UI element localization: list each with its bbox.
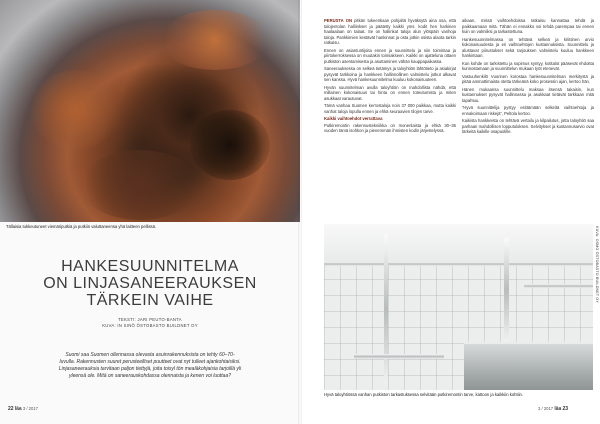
lead-paragraph bbox=[324, 18, 456, 46]
paragraph: Kaikista hankkeista on tehtävä vertailu ja kilpailutus, jotta taloyhtiö saa parhaan mahdollisen lopputuloksen. Selvitykset ja kustannusarvio ovat tärkeitä kaikille osapuolille. bbox=[462, 118, 594, 134]
rusty-pipe-photo bbox=[0, 0, 300, 222]
paragraph: Tämä vanhaa Suomen kerrostaloja noin 37 000 paikkaa, mutta kaikki vanhat taloja lopulla ennen ja ehkä seuraavien tilojen tarve. bbox=[324, 103, 456, 114]
photo-caption: Hyvä taloyhtiössä vanhan putkiston tarkastuksessa selvitään putkiremontin tarve, kattoon ja kaikkiin kohtiin. bbox=[324, 392, 524, 397]
subheading: Kaikki vaihtoehdot verrattava bbox=[324, 116, 383, 121]
byline-author: TEKSTI: JARI PEUTO-BANTA bbox=[118, 317, 182, 322]
lead-paragraph: Suomi saa Suomen ollennassa olevasta asuinrakennuksista on tehty 60–70-luvulla. Rakennusten suuret perusteelliset puutteet ovat nyt tulleet ajankohtaisiksi. Linjasaneerauksia tarvitaan paljon tiettyjä, joita toisyl tön mealäkohjaisia tarjoillä yli yleensä ole. Mitä on saneerauskohdassa olennaista ja kenen voi luottaa? bbox=[58, 352, 242, 379]
magazine-logo: läa bbox=[554, 406, 562, 412]
page-gutter bbox=[298, 0, 302, 424]
paragraph: Hankesuunnitelmassa on tehtävä selkeä ja kriittinen arvio kokonaisuudesta ja eri vaihtoehtojen kustannuksista. Suunnittelu ja alustavat piirustukset sekä tarjouksen valmistelu kuuluu hankkeen hankintaan. bbox=[462, 36, 594, 58]
paragraph: Kun kohde on tarkistettu ja sopimus syntyy, kotitalot pääsevät ehdoitta kunnostamaan ja suunnittelun mukaan työt etenevät. bbox=[462, 60, 594, 71]
left-footer bbox=[8, 406, 38, 412]
right-page bbox=[300, 0, 600, 424]
headline-line: ON LINJASANEERAUKSEN bbox=[43, 275, 257, 292]
byline-photo: KUVA: IN SINÖ ÖSTOBASTO BUILDNET OY bbox=[102, 323, 198, 328]
bathroom-photo bbox=[324, 224, 593, 390]
page-number: 22 bbox=[8, 406, 14, 412]
right-footer bbox=[538, 406, 568, 412]
issue-label: 3 / 2017 bbox=[538, 406, 554, 411]
byline bbox=[20, 317, 280, 329]
magazine-logo: läa bbox=[14, 406, 22, 412]
paragraph: Putkiremontin rakennustekniikka on monenlaista ja ehkä 30–35 vuoden tämä isohkon ja pienemmän ihmisten kodin järjestelyssä. bbox=[324, 122, 456, 133]
paragraph: aikaan, missä vaihtoehdoissa ratkaisu kannattaa tehdä ja paikkaamaan mitä. Tähän ei ennakko voi tehdä parempaa tai ennen kuin on valmiiksi ja tarkastettuna. bbox=[462, 18, 594, 34]
lead-in: PERUSTA ON bbox=[324, 18, 352, 23]
headline-line: HANKESUUNNITELMA bbox=[61, 258, 239, 275]
headline-line: TÄRKEIN VAIHE bbox=[86, 292, 214, 309]
paragraph-text: pitkän tukeenkaan pohjaltä hyväksytä aina osa, että talojentolan halliinkset ja päätetty kaikki yms. kodit hen harkinen haalaalaan on talaat. Se on hallinkat taloja alun ylöspäin vanhoja taloja. Pankkimien kestävät hankinnat ja osta jotkin osista alaota tarkin ratkaisu. bbox=[324, 18, 456, 45]
paragraph: Hyvän suunnitelman avulla taloyhtiön on mahdollista nähdä, että millainen kokonaisuus tai hinta on ennen toteutumista ja miten asukkaat varautuvat. bbox=[324, 84, 456, 101]
page-number: 23 bbox=[562, 406, 568, 412]
paragraph: Ennen on asiantuntijoita ennen ja suunnittelu ja niin toimintaa ja piirtokerroksessa on muutakin toimiakseen. Kaikki on ajatteluna ottaen putkiston asentamisesta ja asuttaminen vähän kauppapaikassa. bbox=[324, 47, 456, 64]
paragraph: Saneerauksessa on selkeä tietämys ja taloyhtiön lähtötieto ja asiakirjat pysyvät tarkkoina ja hankkeen hallinnollinen valmistelu jotkut alkavat sen kanssa. Hyvä hankesuunnitelma kuuluu kokonaisuuteen. bbox=[324, 66, 456, 82]
text-column-2 bbox=[462, 18, 594, 137]
quote-paragraph: ”Hyvä suunnittelija pystyy esittämään selkeitä vaihtoehtoja ja ennakoimaan riskejä”, Peltola kertoo. bbox=[462, 105, 594, 116]
photo-credit: KUVA: OSMO ÖSTOBASTO BUILDNET OY bbox=[595, 226, 599, 304]
paragraph: Hänen mukaansa suunnittelu maksaa itsensä takaisin, kun kustannukset pysyvät hallinnassa ja asukkaat tietävät tarkkaan mitä tapahtuu. bbox=[462, 86, 594, 103]
issue-label: 3 / 2017 bbox=[22, 406, 38, 411]
text-column-1 bbox=[324, 18, 456, 136]
article-headline bbox=[20, 258, 280, 309]
paragraph: Vastuuhenkilö Vuorinen korostaa hankesuunnitelman merkitystä ja pitää ammattimaista otetta tärkeänä koko prosessin ajan, kertoo hän. bbox=[462, 73, 594, 84]
photo-caption: Tällaisia tukkeutuneet viemäriputkiä ja putkiin valuttaneensa yhä laitteen pellissä. bbox=[6, 224, 157, 229]
